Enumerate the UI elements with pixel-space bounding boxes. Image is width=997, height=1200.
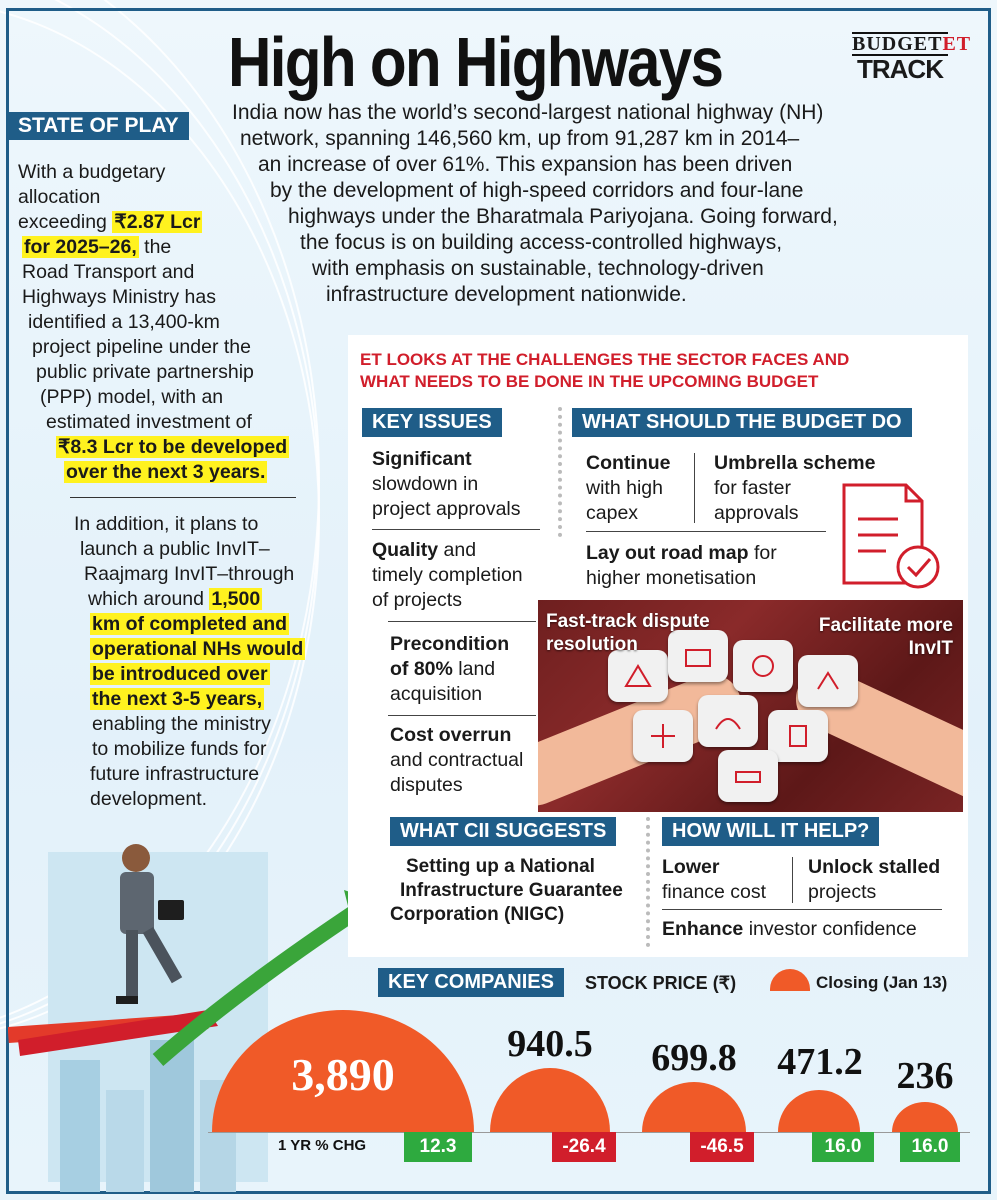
text-line [60, 637, 330, 662]
intro-line: by the development of high-speed corridors and four-lane [270, 179, 804, 202]
budget-line: approvals [714, 502, 799, 524]
intro-line: India now has the world’s second-largest national highway (NH) [232, 101, 824, 124]
highlight-km: 1,500 [211, 588, 261, 610]
budget-bold: Umbrella scheme [714, 452, 876, 474]
text-line: project pipeline under the [32, 336, 251, 358]
change-value-3: -46.5 [690, 1132, 754, 1162]
price-value-5: 236 [896, 1055, 954, 1097]
text-line: Highways Ministry has [22, 286, 216, 308]
issue-item [390, 632, 509, 707]
highlight-text: operational NHs would [92, 638, 304, 660]
text-line: launch a public InvIT– [80, 538, 270, 560]
state-of-play-paragraph-2 [60, 512, 330, 812]
panel-heading-line: ET LOOKS AT THE CHALLENGES THE SECTOR FACES AND [360, 350, 850, 369]
highlight-text: be introduced over [92, 663, 268, 685]
price-value-2: 940.5 [507, 1023, 593, 1065]
issue-bold: Precondition [390, 633, 510, 655]
price-value-4: 471.2 [777, 1041, 863, 1083]
issue-line: slowdown in [372, 473, 479, 495]
puzzle-label-line: resolution [546, 634, 638, 655]
intro-line: an increase of over 61%. This expansion has been driven [258, 153, 793, 176]
legend-label: Closing (Jan 13) [816, 973, 948, 992]
text-span: which around [88, 588, 210, 610]
puzzle-label-right [819, 614, 953, 660]
price-value-1: 3,890 [291, 1049, 395, 1100]
section-divider [558, 407, 562, 537]
budget-line: capex [586, 502, 639, 524]
text-span: exceeding [18, 211, 113, 233]
logo-budget: BUDGET [852, 33, 943, 55]
issue-line: and contractual [390, 749, 524, 771]
puzzle-icon [698, 695, 758, 747]
text-line: development. [90, 788, 208, 810]
budget-line: with high [586, 477, 663, 499]
help-item-confidence [662, 917, 917, 942]
issue-span: and [438, 539, 477, 561]
budget-item-roadmap [586, 541, 777, 591]
puzzle-icon [608, 650, 668, 702]
intro-text [232, 100, 967, 308]
help-line: projects [808, 881, 877, 903]
text-line [18, 435, 318, 460]
text-line: to mobilize funds for [92, 738, 267, 760]
highlight-year: for 2025–26, [24, 236, 137, 258]
divider [694, 453, 695, 523]
text-line: estimated investment of [46, 411, 252, 433]
issue-line: timely completion [372, 564, 523, 586]
budget-line: for faster [714, 477, 791, 499]
text-line [60, 662, 330, 687]
budget-item-continue [586, 451, 670, 526]
puzzle-label-line: InvIT [908, 638, 953, 659]
cii-line: Setting up a National [406, 856, 595, 877]
divider [586, 531, 826, 532]
stock-price-header: STOCK PRICE (₹) [585, 973, 737, 993]
issue-item [372, 447, 521, 522]
price-value-3: 699.8 [651, 1037, 737, 1079]
text-line: Road Transport and [22, 261, 195, 283]
highlight-text: the next 3-5 years, [92, 688, 263, 710]
issue-bold: of 80% [390, 658, 453, 680]
key-issues-tag: KEY ISSUES [362, 408, 502, 437]
one-year-change-label: 1 YR % CHG [278, 1137, 367, 1154]
intro-line: infrastructure development nationwide. [326, 283, 687, 306]
cii-tag: WHAT CII SUGGESTS [390, 817, 616, 846]
logo-top [852, 32, 972, 56]
text-line: With a budgetary [18, 161, 166, 183]
issue-item [372, 538, 523, 613]
issue-line: project approvals [372, 498, 521, 520]
issue-bold: Quality [372, 539, 439, 561]
puzzle-icon [768, 710, 828, 762]
state-of-play-paragraph-1 [18, 160, 318, 485]
divider [792, 857, 793, 903]
budget-bold: Continue [586, 452, 671, 474]
logo-track: TRACK [857, 54, 943, 84]
issue-bold: Cost overrun [390, 724, 512, 746]
budget-tag: WHAT SHOULD THE BUDGET DO [572, 408, 912, 437]
page-title: High on Highways [228, 23, 723, 101]
highlight-text: km of completed and [92, 613, 288, 635]
intro-line: with emphasis on sustainable, technology-driven [312, 257, 764, 280]
help-bold: Enhance [662, 918, 744, 940]
highlight-years: over the next 3 years. [66, 461, 266, 483]
help-bold: Lower [662, 856, 720, 878]
text-line [18, 460, 318, 485]
intro-line: network, spanning 146,560 km, up from 91,287 km in 2014– [240, 127, 800, 150]
help-item-projects [808, 855, 940, 905]
logo-et: ET [942, 33, 972, 55]
highlight-investment: ₹8.3 Lcr to be developed [58, 436, 288, 458]
text-line: In addition, it plans to [74, 513, 259, 535]
change-value-5: 16.0 [900, 1132, 960, 1162]
key-companies-tag: KEY COMPANIES [378, 968, 564, 997]
issue-line: disputes [390, 774, 463, 796]
issue-line: acquisition [390, 683, 483, 705]
puzzle-label-line: Fast-track dispute [546, 611, 710, 632]
issue-span: land [452, 658, 496, 680]
text-line: future infrastructure [90, 763, 260, 785]
divider [70, 497, 296, 498]
help-span: investor confidence [743, 918, 917, 940]
panel-heading-line: WHAT NEEDS TO BE DONE IN THE UPCOMING BUDGET [360, 372, 819, 391]
text-line: allocation [18, 186, 101, 208]
text-line [60, 587, 330, 612]
section-divider [646, 817, 650, 947]
budget-track-logo [852, 32, 972, 84]
help-line: finance cost [662, 881, 767, 903]
panel-heading [360, 349, 849, 393]
change-value-1: 12.3 [404, 1132, 472, 1162]
text-line [60, 687, 330, 712]
text-line: identified a 13,400-km [28, 311, 220, 333]
text-line: Raajmarg InvIT–through [84, 563, 295, 585]
budget-bold: Lay out road map [586, 542, 749, 564]
intro-line: the focus is on building access-controlled highways, [300, 231, 783, 254]
text-line: public private partnership [36, 361, 254, 383]
text-line [18, 235, 318, 260]
cii-suggestion [390, 855, 623, 927]
text-line [18, 210, 318, 235]
help-bold: Unlock stalled [808, 856, 941, 878]
budget-span: for [748, 542, 777, 564]
text-span: the [138, 236, 172, 258]
puzzle-icon [733, 640, 793, 692]
text-line [60, 612, 330, 637]
puzzle-label-line: Facilitate more [818, 615, 953, 636]
help-item-finance [662, 855, 766, 905]
divider [662, 909, 942, 910]
issue-item [390, 723, 523, 798]
text-line: (PPP) model, with an [40, 386, 224, 408]
puzzle-label-left [546, 610, 710, 656]
issue-line: of projects [372, 589, 462, 611]
highlight-allocation: ₹2.87 Lcr [114, 211, 201, 233]
help-tag: HOW WILL IT HELP? [662, 817, 879, 846]
puzzle-illustration [538, 600, 963, 812]
issue-bold: Significant [372, 448, 472, 470]
divider [372, 529, 540, 530]
puzzle-icon [718, 750, 778, 802]
text-line: enabling the ministry [92, 713, 271, 735]
divider [388, 621, 536, 622]
cii-line: Corporation (NIGC) [390, 904, 565, 925]
change-value-2: -26.4 [552, 1132, 616, 1162]
budget-line: higher monetisation [586, 567, 757, 589]
cii-line: Infrastructure Guarantee [400, 880, 623, 901]
divider [388, 715, 536, 716]
state-of-play-tag: STATE OF PLAY [8, 112, 189, 140]
puzzle-icon [633, 710, 693, 762]
intro-line: highways under the Bharatmala Pariyojana. Going forward, [288, 205, 838, 228]
change-value-4: 16.0 [812, 1132, 874, 1162]
challenges-panel [348, 335, 968, 957]
puzzle-icon [798, 655, 858, 707]
document-check-icon [836, 475, 946, 593]
